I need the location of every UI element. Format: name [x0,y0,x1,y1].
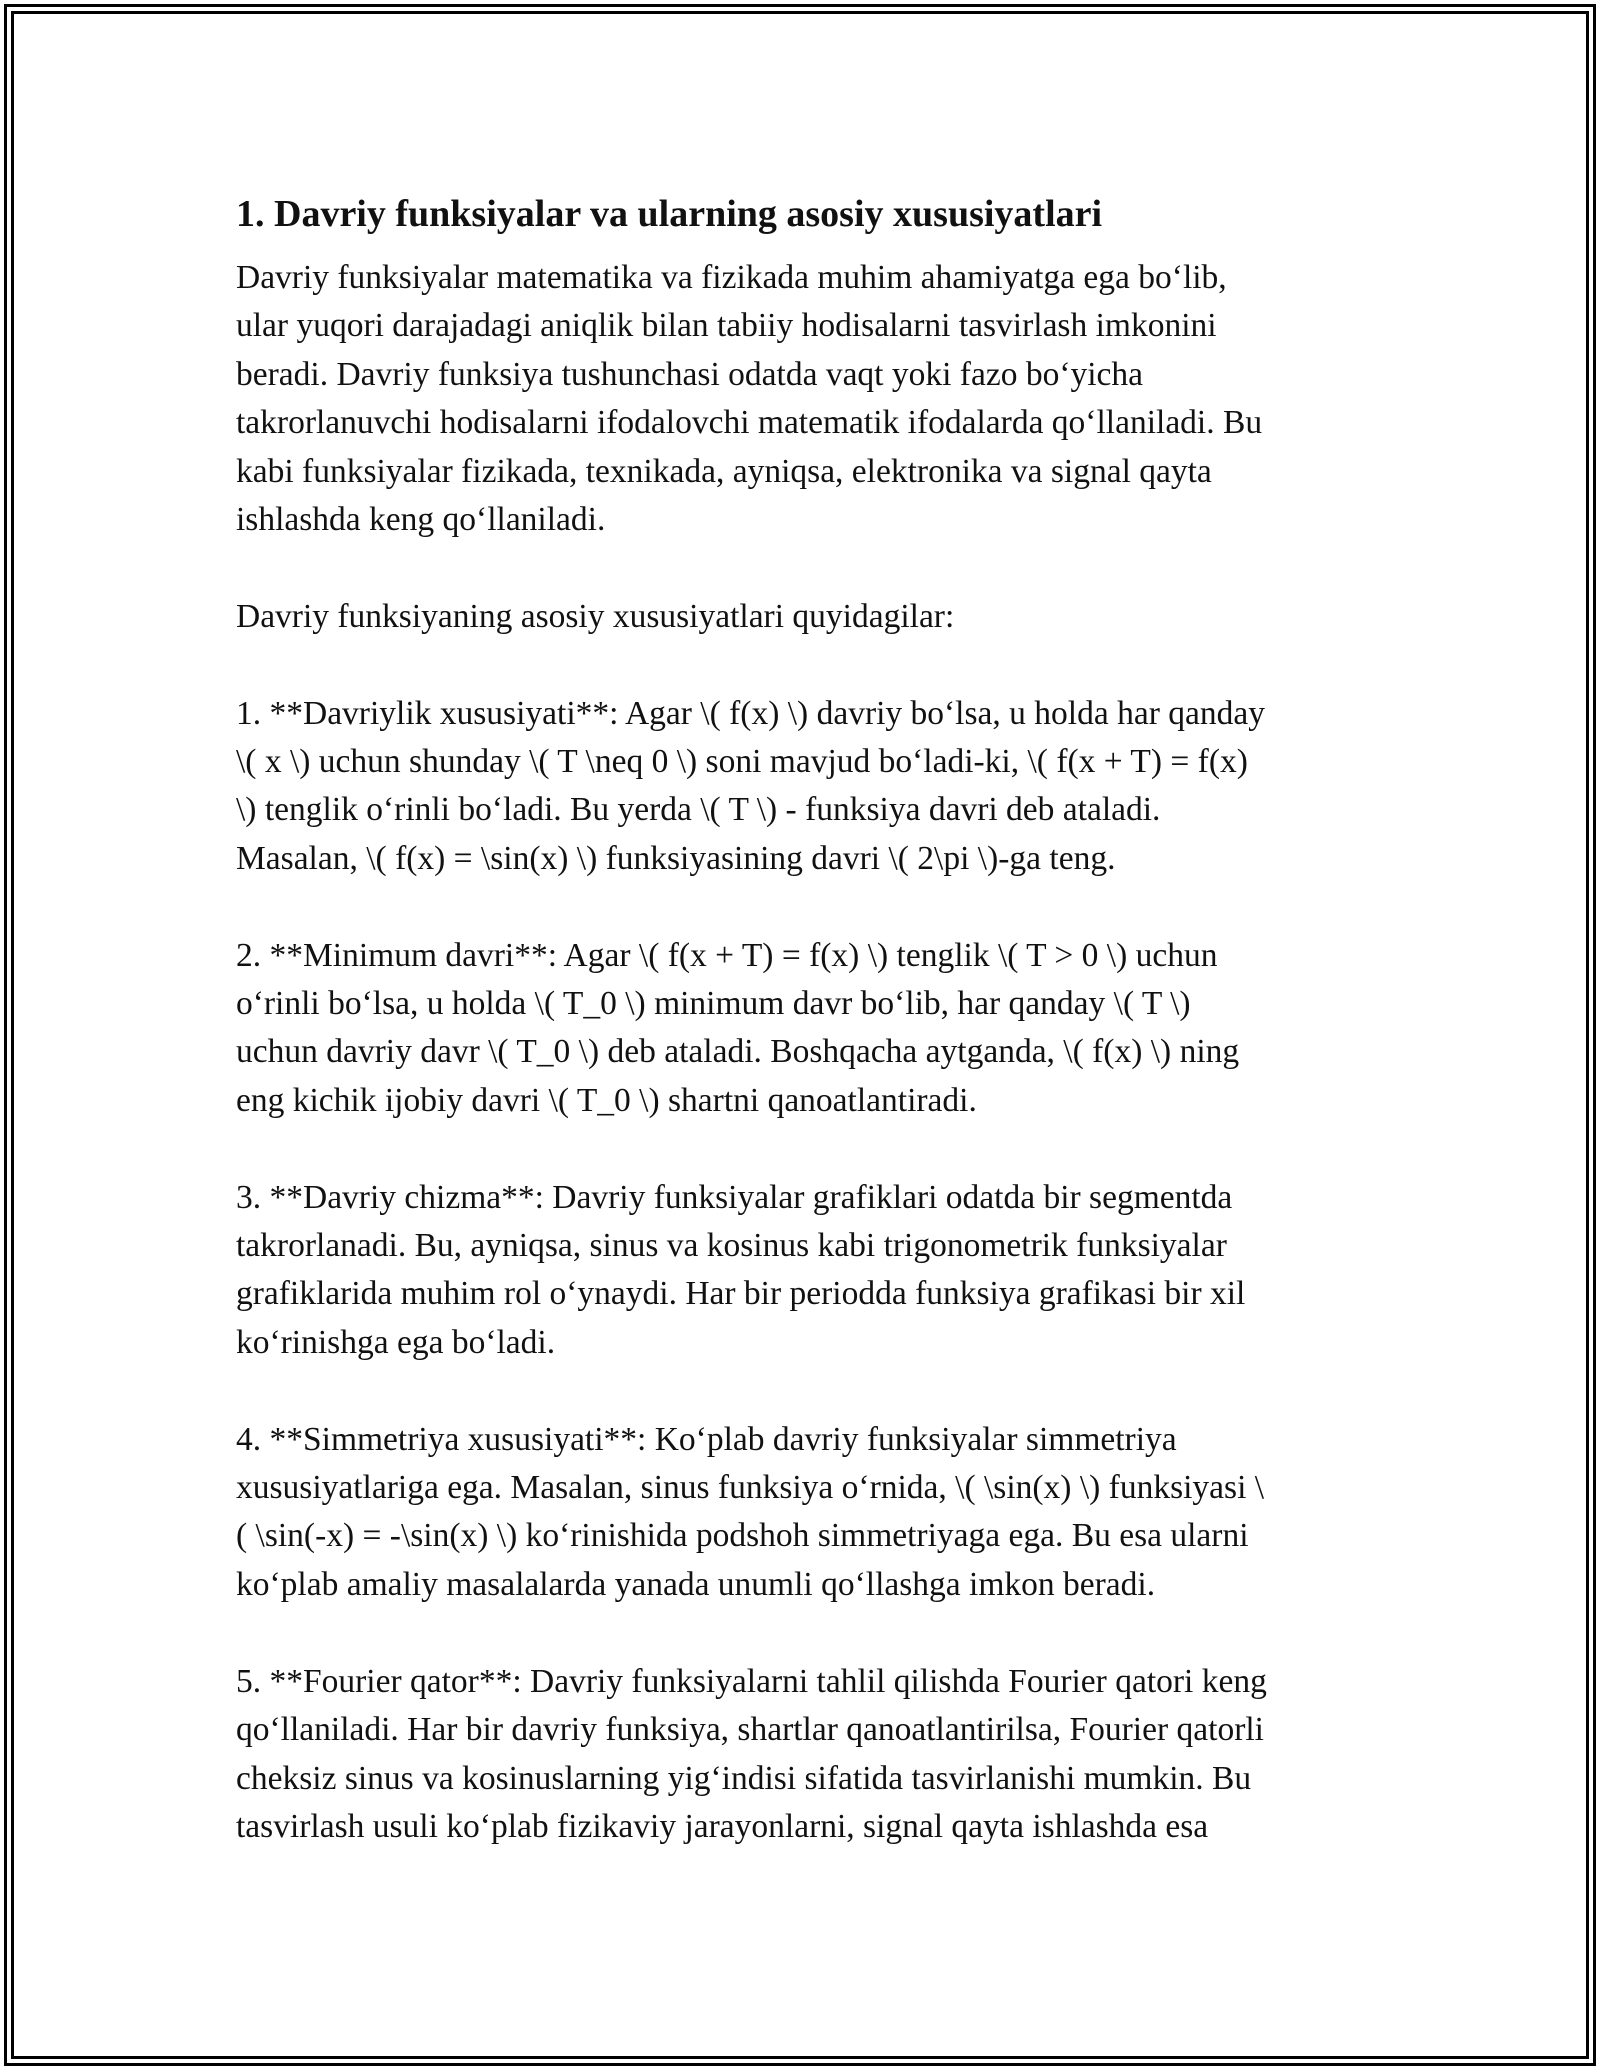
property-minimum-period-paragraph: 2. **Minimum davri**: Agar \( f(x + T) = f(x) \) tenglik \( T > 0 \) uchun o‘rinli bo‘lsa, u holda \( T_0 \) minimum davr bo‘lib, har qanday \( T \) uchun davriy davr \( T_0 \) deb ataladi. Boshqacha aytganda, \( f(x) \) ning eng kichik ijobiy davri \( T_0 \) shartni qanoatlantiradi. [236,936,1240,1119]
property-fourier-series-paragraph: 5. **Fourier qator**: Davriy funksiyalarni tahlil qilishda Fourier qatori keng qo‘llaniladi. Har bir davriy funksiya, shartlar qanoatlantirilsa, Fourier qatorli cheksiz sinus va kosinuslarning yig‘indisi sifatida tasvirlanishi mumkin. Bu tasvirlash usuli ko‘plab fizikaviy jarayonlarni, signal qayta ishlashda esa [236,1662,1267,1845]
intro-paragraph: Davriy funksiyalar matematika va fizikada muhim ahamiyatga ega bo‘lib, ular yuqori darajadagi aniqlik bilan tabiiy hodisalarni tasvirlash imkonini beradi. Davriy funksiya tushunchasi odatda vaqt yoki fazo bo‘yicha takrorlanuvchi hodisalarni ifodalovchi matematik ifodalarda qo‘llaniladi. Bu kabi funksiyalar fizikada, texnikada, ayniqsa, elektronika va signal qayta ishlashda keng qo‘llaniladi. [236,259,1263,539]
section-heading: 1. Davriy funksiyalar va ularning asosiy xususiyatlari [236,193,1103,235]
document-body [236,186,1386,1900]
properties-lead-paragraph: Davriy funksiyaning asosiy xususiyatlari quyidagilar: [236,597,955,635]
property-periodic-graph-paragraph: 3. **Davriy chizma**: Davriy funksiyalar grafiklari odatda bir segmentda takrorlanadi. Bu, ayniqsa, sinus va kosinus kabi trigonometrik funksiyalar grafiklarida muhim rol o‘ynaydi. Har bir periodda funksiya grafikasi bir xil ko‘rinishga ega bo‘ladi. [236,1178,1246,1361]
property-periodicity-paragraph: 1. **Davriylik xususiyati**: Agar \( f(x) \) davriy bo‘lsa, u holda har qanday \( x \) uchun shunday \( T \neq 0 \) soni mavjud bo‘ladi-ki, \( f(x + T) = f(x) \) tenglik o‘rinli bo‘ladi. Bu yerda \( T \) - funksiya davri deb ataladi. Masalan, \( f(x) = \sin(x) \) funksiyasining davri \( 2\pi \)-ga teng. [236,694,1265,877]
property-symmetry-paragraph: 4. **Simmetriya xususiyati**: Ko‘plab davriy funksiyalar simmetriya xususiyatlariga ega. Masalan, sinus funksiya o‘rnida, \( \sin(x) \) funksiyasi \ ( \sin(-x) = -\sin(x) \) ko‘rinishida podshoh simmetriyaga ega. Bu esa ularni ko‘plab amaliy masalalarda yanada unumli qo‘llashga imkon beradi. [236,1420,1265,1603]
